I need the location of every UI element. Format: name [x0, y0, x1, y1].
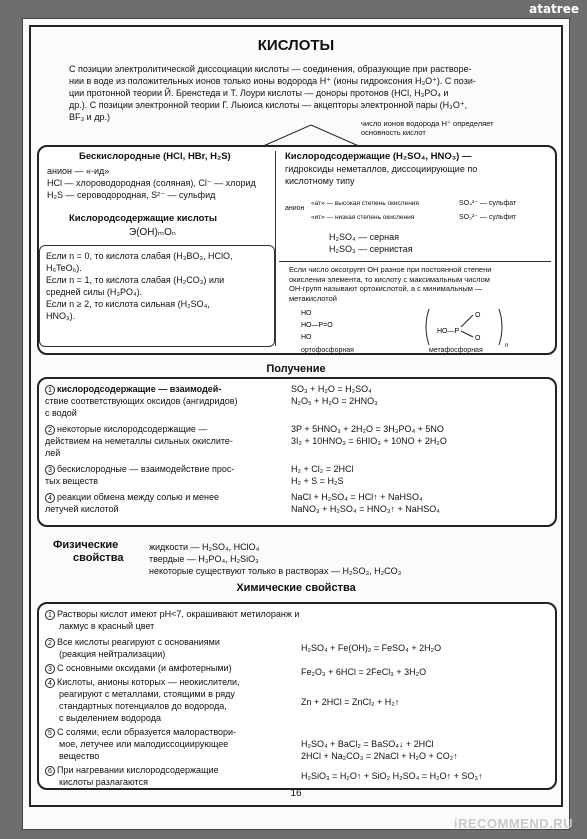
meta-label: метафосфорная: [429, 347, 483, 354]
basicity-note: число ионов водорода H⁺ определяет основность кислот: [361, 119, 494, 137]
method-text: тых веществ: [45, 476, 98, 486]
rule-line: HNO₃).: [46, 311, 76, 321]
sulfuric-acid: H₂SO₄ — серная: [329, 232, 400, 242]
equation: SO₃ + H₂O = H₂SO₄: [291, 384, 372, 394]
intro-text: [69, 63, 539, 123]
equation: 3I₂ + 10HNO₃ = 6HIO₃ + 10NO + 2H₂O: [291, 436, 447, 446]
property-text: Все кислоты реагируют с основаниями: [57, 637, 220, 647]
property-text: (реакция нейтрализации): [59, 649, 166, 659]
ortho-meta-note: окисления элемента, то кислоту с максимальным числом: [289, 274, 490, 284]
number-badge: 5: [45, 728, 55, 738]
property-text: мое, летучее или малодиссоциирующее: [59, 739, 229, 749]
equation: H₂SiO₃ = H₂O↑ + SiO₂ H₂SO₄ = H₂O↑ + SO₃↑: [301, 771, 483, 781]
strength-rules: [39, 245, 275, 347]
ortho-meta-note: метакислотой: [289, 293, 337, 303]
property-text: Растворы кислот имеют pH<7, окрашивают метилоранж и: [57, 609, 300, 619]
equation: NaNO₃ + H₂SO₄ = HNO₃↑ + NaHSO₄: [291, 504, 440, 514]
acid-example: HCl — хлороводородная (соляная), Cl⁻ — хлорид: [47, 178, 256, 188]
page-title: КИСЛОТЫ: [257, 37, 335, 54]
intro-line: др.). С позиции электронной теории Г. Льюиса кислоты — акцепторы электронной пары (H₃O⁺,: [69, 100, 468, 110]
brand-logo: atatree: [529, 2, 579, 16]
intro-line: С позиции электролитической диссоциации кислоты — соединения, образующие при растворе-: [69, 64, 472, 74]
oxo-acids-desc: кислотному типу: [285, 176, 355, 186]
property-text: с выделением водорода: [59, 713, 161, 723]
equation: N₂O₅ + H₂O = 2HNO₃: [291, 396, 378, 406]
chemical-box: [37, 602, 557, 790]
number-badge: 1: [45, 610, 55, 620]
physical-line: твердые — H₃PO₄, H₂SiO₃: [149, 554, 259, 564]
suffix-it: «ит» — низкая степень окисления: [311, 214, 415, 221]
number-badge: 3: [45, 664, 55, 674]
property-text: Кислоты, анионы которых — неокислители,: [57, 677, 240, 687]
chemical-heading: Химические свойства: [236, 582, 356, 594]
property-text: кислоты разлагаются: [59, 777, 148, 787]
page-frame: [29, 25, 563, 807]
number-badge: 3: [45, 465, 55, 475]
divider: [275, 151, 276, 346]
page-sheet: [22, 18, 570, 830]
svg-text:O: O: [475, 335, 481, 342]
sulfurous-acid: H₂SO₃ — сернистая: [329, 244, 413, 254]
property-text: вещество: [59, 751, 100, 761]
number-badge: 6: [45, 766, 55, 776]
svg-text:HO: HO: [301, 334, 312, 341]
property-text: С солями, если образуется малораствори-: [57, 727, 237, 737]
property-text: реагируют с металлами, стоящими в ряду: [59, 689, 235, 699]
watermark: iRECOMMEND.RU: [453, 816, 573, 831]
rule-line: Если n = 1, то кислота слабая (H₂CO₃) или: [46, 275, 225, 285]
number-badge: 2: [45, 425, 55, 435]
property-text: При нагревании кислородсодержащие: [57, 765, 219, 775]
method-text: лей: [45, 448, 61, 458]
svg-text:O: O: [475, 312, 481, 319]
number-badge: 4: [45, 493, 55, 503]
equation: Zn + 2HCl = ZnCl₂ + H₂↑: [301, 697, 400, 707]
rule-line: Если n ≥ 2, то кислота сильная (H₂SO₄,: [46, 299, 210, 309]
anoxic-heading: Бескислородные (HCl, HBr, H₂S): [79, 151, 231, 162]
page-number: 16: [290, 788, 302, 799]
obtaining-box: [37, 377, 557, 527]
physical-heading: Физические: [53, 539, 119, 551]
intro-line: BF₃ и др.): [69, 112, 110, 122]
physical-line: некоторые существуют только в растворах — H₂SO₃, H₂CO₃: [149, 566, 402, 576]
oxo-acids-heading: Кислородсодержащие (H₂SO₄, HNO₃) —: [285, 151, 472, 162]
equation: H₂SO₄ + Fe(OH)₂ = FeSO₄ + 2H₂O: [301, 643, 442, 653]
anion-label: анион: [285, 205, 305, 212]
physical-line: жидкости — H₂SO₄, HClO₄: [149, 542, 260, 552]
rule-line: Если n = 0, то кислота слабая (H₃BO₃, HClO,: [46, 251, 233, 261]
oxo-heading: Кислородсодержащие кислоты: [69, 213, 218, 224]
method-text: действием на неметаллы сильных окислите-: [45, 436, 233, 446]
number-badge: 4: [45, 678, 55, 688]
svg-text:n: n: [505, 343, 509, 349]
sulfite-label: SO₃²⁻ — сульфит: [459, 214, 517, 221]
rule-line: средней силы (H₃PO₄).: [46, 287, 143, 297]
obtaining-heading: Получение: [266, 363, 326, 375]
anion-rule: анион — «-ид»: [47, 166, 110, 176]
ortho-meta-note: Если число оксогрупп OH разное при постоянной степени: [289, 265, 492, 274]
method-text: некоторые кислородсодержащие —: [57, 424, 208, 434]
method-text: кислородсодержащие — взаимодей-: [57, 384, 222, 394]
physical-heading: свойства: [73, 552, 124, 564]
svg-text:HO: HO: [301, 310, 312, 317]
property-text: С основными оксидами (и амфотерными): [57, 663, 232, 673]
acid-example: H₂S — сероводородная, S²⁻ — сульфид: [47, 190, 216, 200]
number-badge: 1: [45, 385, 55, 395]
svg-text:HO—P=O: HO—P=O: [301, 322, 333, 329]
method-text: ствие соответствующих оксидов (ангидридов): [45, 396, 238, 406]
suffix-at: «ат» — высокая степень окисления: [311, 200, 419, 207]
method-text: с водой: [45, 408, 77, 418]
ortho-label: ортофосфорная: [301, 347, 354, 354]
oxo-acids-desc: гидроксиды неметаллов, диссоциирующие по: [285, 164, 478, 174]
equation: 2HCl + Na₂CO₃ = 2NaCl + H₂O + CO₂↑: [301, 751, 458, 761]
divider: [279, 261, 551, 262]
equation: Fe₂O₃ + 6HCl = 2FeCl₃ + 3H₂O: [301, 667, 427, 677]
method-text: реакции обмена между солью и менее: [57, 492, 219, 502]
phosphoric-structures: [299, 307, 549, 349]
sulfate-label: SO₄²⁻ — сульфат: [459, 200, 517, 207]
classification-box: [37, 145, 557, 355]
general-formula: Э(OH)ₘOₙ: [129, 227, 176, 238]
number-badge: 2: [45, 638, 55, 648]
equation: H₂ + S = H₂S: [291, 476, 344, 486]
method-text: бескислородные — взаимодействие прос-: [57, 464, 235, 474]
equation: H₂ + Cl₂ = 2HCl: [291, 464, 354, 474]
rule-line: H₆TeO₆).: [46, 263, 82, 273]
equation: 3P + 5HNO₃ + 2H₂O = 3H₃PO₄ + 5NO: [291, 424, 444, 434]
svg-text:HO—P: HO—P: [437, 328, 460, 335]
intro-line: ции протонной теории Й. Бренстеда и Т. Лоури кислоты — доноры протонов (HCl, H₃PO₄ и: [69, 88, 449, 98]
intro-line: нии в воде из положительных ионов только ионы водорода H⁺ (ионы гидроксония H₃O⁺). С пози-: [69, 76, 476, 86]
property-text: стандартных потенциалов до водорода,: [59, 701, 227, 711]
method-text: летучей кислотой: [45, 504, 119, 514]
property-text: лакмус в красный цвет: [59, 621, 155, 631]
ortho-meta-note: OH-групп называют ортокислотой, а с минимальным —: [289, 284, 483, 293]
equation: NaCl + H₂SO₄ = HCl↑ + NaHSO₄: [291, 492, 423, 502]
equation: H₂SO₄ + BaCl₂ = BaSO₄↓ + 2HCl: [301, 739, 434, 749]
